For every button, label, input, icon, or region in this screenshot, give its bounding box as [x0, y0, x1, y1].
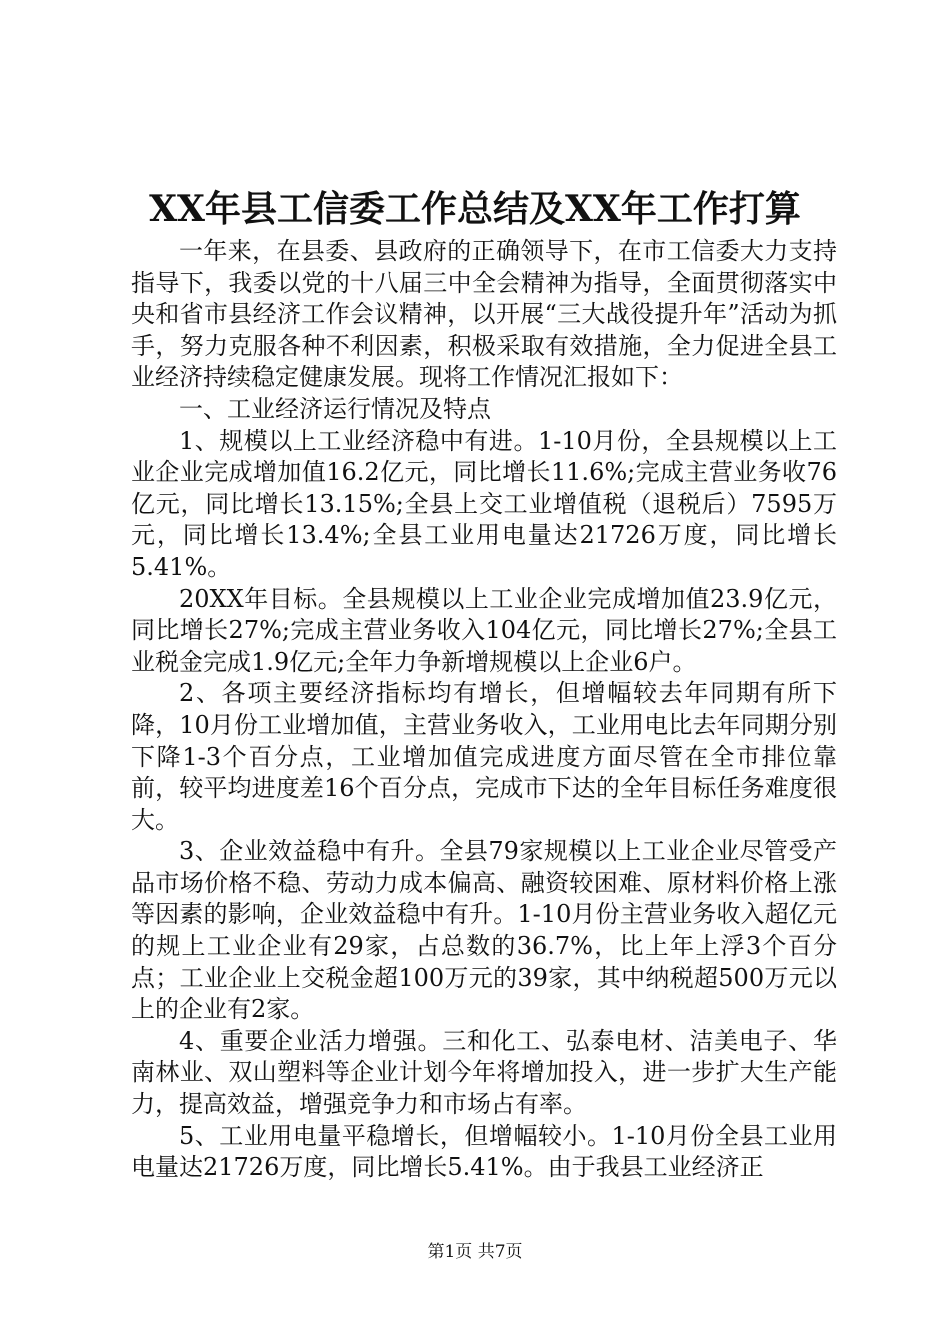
paragraph-target: 20XX年目标。全县规模以上工业企业完成增加值23.9亿元，同比增长27%;完成主营业务收入104亿元，同比增长27%;全县工业税金完成1.9亿元;全年力争新增规模以上企业6户。 [131, 584, 837, 676]
document-title: XX年县工信委工作总结及XX年工作打算 [149, 188, 801, 230]
paragraph-item-5: 5、工业用电量平稳增长，但增幅较小。1-10月份全县工业用电量达21726万度，同比增长5.41%。由于我县工业经济正 [131, 1121, 837, 1182]
paragraph-item-1: 1、规模以上工业经济稳中有进。1-10月份，全县规模以上工业企业完成增加值16.2亿元，同比增长11.6%;完成主营业务收76亿元，同比增长13.15%;全县上交工业增值税（退税后）7595万元，同比增长13.4%;全县工业用电量达21726万度，同比增长5.41%。 [131, 426, 837, 581]
paragraph-item-4: 4、重要企业活力增强。三和化工、弘泰电材、洁美电子、华南林业、双山塑料等企业计划今年将增加投入，进一步扩大生产能力，提高效益，增强竞争力和市场占有率。 [131, 1026, 837, 1119]
paragraph-item-2: 2、各项主要经济指标均有增长，但增幅较去年同期有所下降，10月份工业增加值，主营业务收入，工业用电比去年同期分别下降1-3个百分点，工业增加值完成进度方面尽管在全市排位靠前，较平均进度差16个百分点，完成市下达的全年目标任务难度很大。 [131, 679, 837, 834]
document-body [131, 236, 837, 1184]
section-heading-1: 一、工业经济运行情况及特点 [179, 394, 491, 423]
paragraph-item-3: 3、企业效益稳中有升。全县79家规模以上工业企业尽管受产品市场价格不稳、劳动力成本偏高、融资较困难、原材料价格上涨等因素的影响，企业效益稳中有升。1-10月份主营业务收入超亿元的规上工业企业有29家，占总数的36.7%，比上年上浮3个百分点；工业企业上交税金超100万元的39家，其中纳税超500万元以上的企业有2家。 [131, 837, 837, 1024]
page-footer: 第1页 共7页 [427, 1242, 523, 1262]
paragraph-intro: 一年来，在县委、县政府的正确领导下，在市工信委大力支持指导下，我委以党的十八届三中全会精神为指导，全面贯彻落实中央和省市县经济工作会议精神，以开展“三大战役提升年”活动为抓手，努力克服各种不利因素，积极采取有效措施，全力促进全县工业经济持续稳定健康发展。现将工作情况汇报如下： [131, 237, 837, 392]
